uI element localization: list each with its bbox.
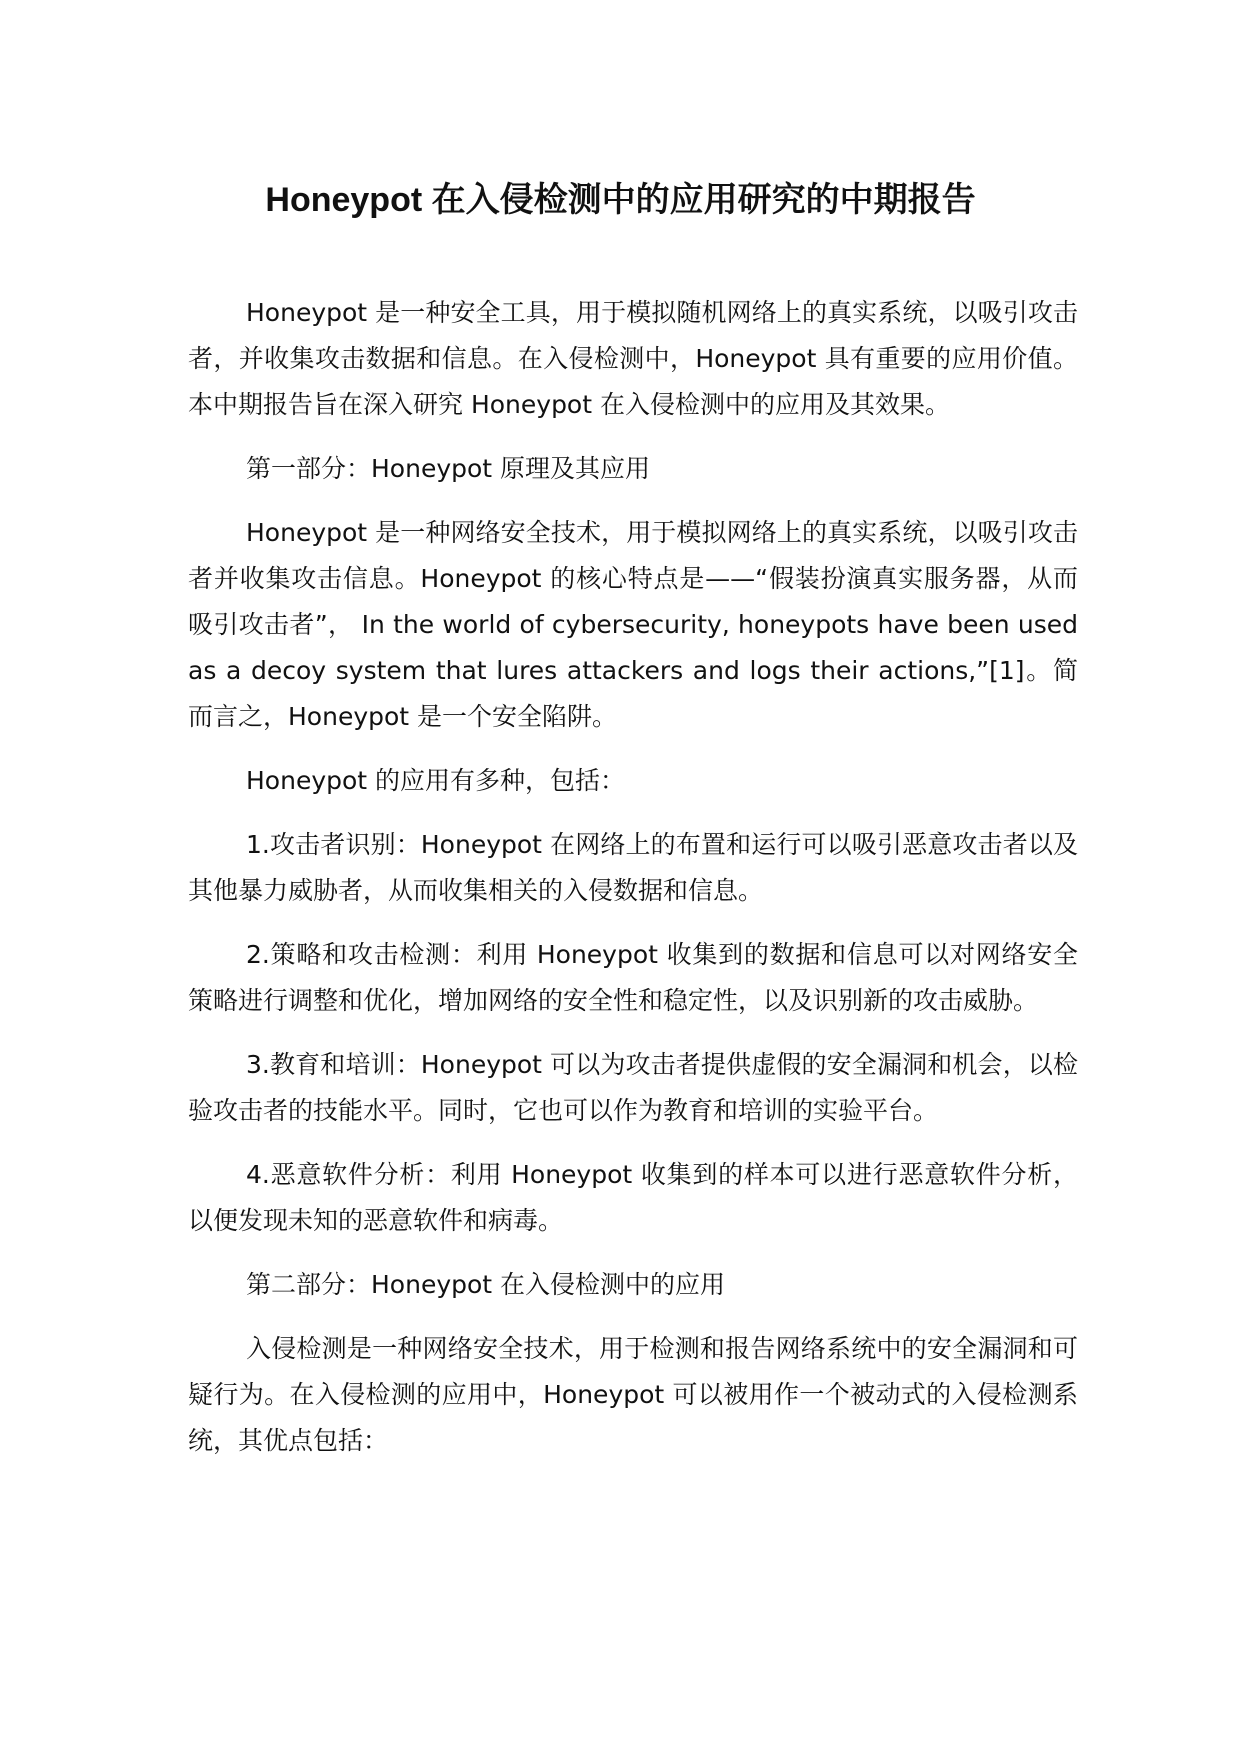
paragraph-intro: Honeypot 是一种安全工具，用于模拟随机网络上的真实系统，以吸引攻击者，并收集攻击数据和信息。在入侵检测中，Honeypot 具有重要的应用价值。本中期报告旨在深入研究 Honeypot 在入侵检测中的应用及其效果。 xyxy=(188,298,1078,419)
list-item-attacker-identification: 1.攻击者识别：Honeypot 在网络上的布置和运行可以吸引恶意攻击者以及其他暴力威胁者，从而收集相关的入侵数据和信息。 xyxy=(188,830,1078,905)
document-body xyxy=(188,290,1078,1482)
paragraph-principle: Honeypot 是一种网络安全技术，用于模拟网络上的真实系统，以吸引攻击者并收集攻击信息。Honeypot 的核心特点是——“假装扮演真实服务器，从而吸引攻击者”， In the world of cybersecurity, honeypots have been used as a decoy system that lures attackers and logs their actions,”[1]。简而言之，Honeypot 是一个安全陷阱。 xyxy=(188,518,1078,731)
paragraph-applications-lead: Honeypot 的应用有多种，包括： xyxy=(246,766,626,795)
list-item-strategy-detection: 2.策略和攻击检测：利用 Honeypot 收集到的数据和信息可以对网络安全策略进行调整和优化，增加网络的安全性和稳定性，以及识别新的攻击威胁。 xyxy=(188,940,1078,1015)
list-item-malware-analysis: 4.恶意软件分析：利用 Honeypot 收集到的样本可以进行恶意软件分析，以便发现未知的恶意软件和病毒。 xyxy=(188,1160,1078,1235)
section-heading-part-two: 第二部分：Honeypot 在入侵检测中的应用 xyxy=(246,1270,726,1299)
list-item-education-training: 3.教育和培训：Honeypot 可以为攻击者提供虚假的安全漏洞和机会，以检验攻击者的技能水平。同时，它也可以作为教育和培训的实验平台。 xyxy=(188,1050,1078,1125)
section-heading-part-one: 第一部分：Honeypot 原理及其应用 xyxy=(246,454,651,483)
paragraph-intrusion-detection: 入侵检测是一种网络安全技术，用于检测和报告网络系统中的安全漏洞和可疑行为。在入侵检测的应用中，Honeypot 可以被用作一个被动式的入侵检测系统，其优点包括： xyxy=(188,1334,1078,1455)
document-title: Honeypot 在入侵检测中的应用研究的中期报告 xyxy=(265,181,976,219)
